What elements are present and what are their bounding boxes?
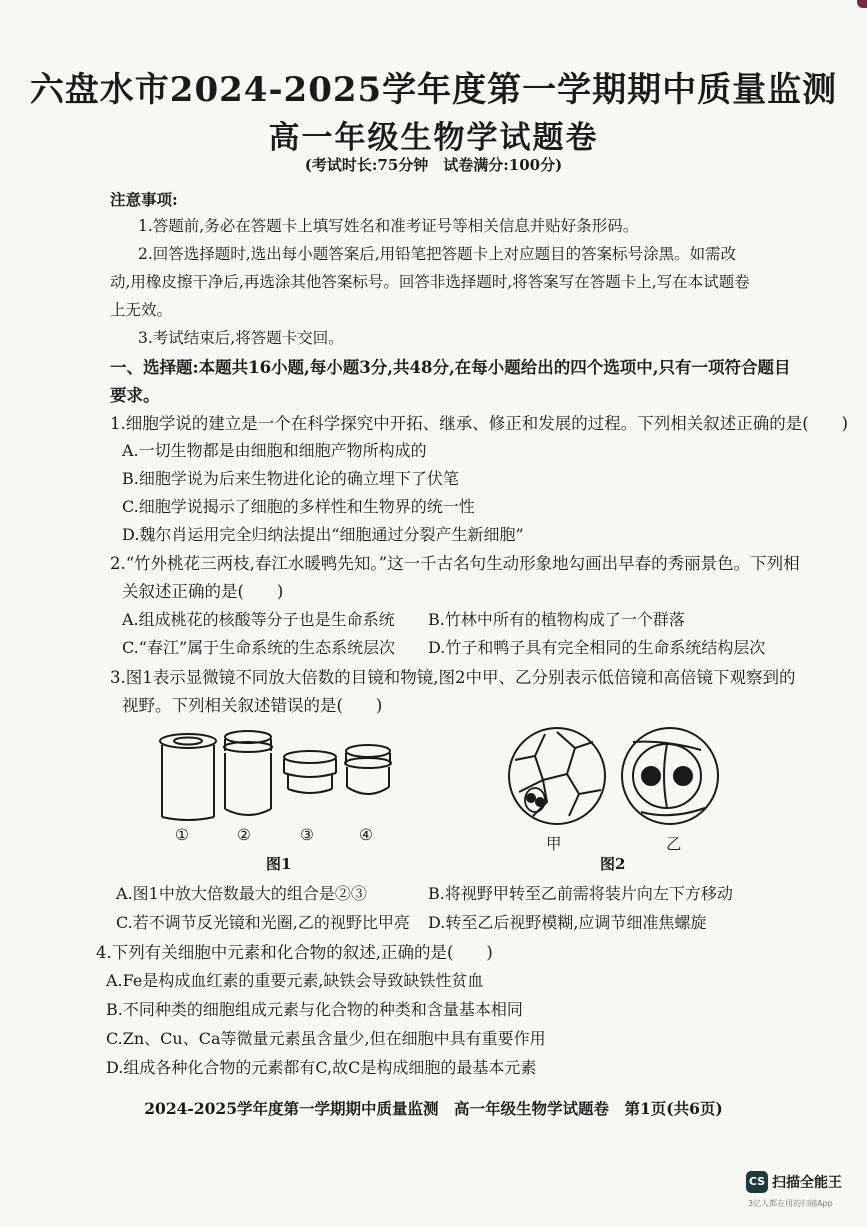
q3-stem-line-1: 3.图1表示显微镜不同放大倍数的目镜和物镜,图2中甲、乙分别表示低倍镜和高倍镜下观察到的 — [110, 668, 796, 687]
lens-label-2: ② — [237, 826, 251, 844]
lens-label-4: ④ — [359, 826, 373, 844]
q3-stem-line-2: 视野。下列相关叙述错误的是( ) — [122, 696, 383, 715]
note-item-2-line-3: 上无效。 — [110, 301, 173, 319]
q4-option-b: B.不同种类的细胞组成元素与化合物的种类和含量基本相同 — [106, 1000, 523, 1019]
q1-option-b: B.细胞学说为后来生物进化论的确立埋下了伏笔 — [122, 469, 459, 488]
view-high-power — [622, 728, 718, 824]
exam-subject-title: 高一年级生物学试题卷 — [268, 120, 599, 156]
view-label-yi: 乙 — [666, 835, 682, 853]
lens-3 — [284, 751, 336, 793]
lens-label-1: ① — [175, 826, 189, 844]
q3-option-c: C.若不调节反光镜和光圈,乙的视野比甲亮 — [116, 913, 410, 932]
lens-2 — [224, 731, 272, 815]
q4-stem: 4.下列有关细胞中元素和化合物的叙述,正确的是( ) — [96, 943, 493, 962]
note-item-3: 3.考试结束后,将答题卡交回。 — [138, 329, 344, 347]
lens-1 — [160, 734, 216, 820]
q3-option-b: B.将视野甲转至乙前需将装片向左下方移动 — [428, 884, 733, 903]
q2-option-c: C.“春江”属于生命系统的生态系统层次 — [122, 638, 396, 657]
q4-option-d: D.组成各种化合物的元素都有C,故C是构成细胞的最基本元素 — [106, 1058, 537, 1077]
q2-stem-line-1: 2.“竹外桃花三两枝,春江水暖鸭先知。”这一千古名句生动形象地勾画出早春的秀丽景色。下列相 — [110, 554, 800, 573]
view-low-power — [509, 728, 605, 824]
lens-4 — [345, 745, 391, 794]
corner-mark — [857, 0, 867, 8]
camscanner-name: 扫描全能王 — [772, 1175, 842, 1191]
q2-option-b: B.竹林中所有的植物构成了一个群落 — [428, 610, 685, 629]
page-footer: 2024-2025学年度第一学期期中质量监测 高一年级生物学试题卷 第1页(共6页) — [144, 1099, 723, 1118]
q2-option-a: A.组成桃花的核酸等分子也是生命系统 — [122, 610, 395, 629]
q4-option-c: C.Zn、Cu、Ca等微量元素虽含量少,但在细胞中具有重要作用 — [106, 1029, 546, 1048]
lens-label-3: ③ — [300, 826, 314, 844]
q1-option-c: C.细胞学说揭示了细胞的多样性和生物界的统一性 — [122, 497, 475, 516]
q1-option-d: D.魏尔肖运用完全归纳法提出“细胞通过分裂产生新细胞” — [122, 525, 524, 544]
section1-heading: 一、选择题:本题共16小题,每小题3分,共48分,在每小题给出的四个选项中,只有一项符合题目 — [110, 358, 791, 377]
q2-stem-line-2: 关叙述正确的是( ) — [122, 582, 284, 601]
q2-option-d: D.竹子和鸭子具有完全相同的生命系统结构层次 — [428, 638, 766, 657]
exam-title: 六盘水市2024-2025学年度第一学期期中质量监测 — [29, 70, 838, 110]
view-label-jia: 甲 — [546, 835, 562, 853]
note-item-2-line-2: 动,用橡皮擦干净后,再选涂其他答案标号。回答非选择题时,将答案写在答题卡上,写在本试题卷 — [110, 273, 750, 291]
section1-heading-cont: 要求。 — [110, 386, 160, 405]
q1-stem: 1.细胞学说的建立是一个在科学探究中开拓、继承、修正和发展的过程。下列相关叙述正确的是( ) — [110, 414, 849, 433]
q3-option-d: D.转至乙后视野模糊,应调节细准焦螺旋 — [428, 913, 707, 932]
exam-info: (考试时长:75分钟 试卷满分:100分) — [304, 156, 563, 174]
figure1-caption: 图1 — [266, 855, 292, 873]
figure1-lenses — [150, 725, 400, 825]
q4-option-a: A.Fe是构成血红素的重要元素,缺铁会导致缺铁性贫血 — [106, 971, 484, 990]
q3-option-a: A.图1中放大倍数最大的组合是②③ — [116, 884, 367, 903]
figure2-views — [505, 720, 725, 832]
note-item-2-line-1: 2.回答选择题时,选出每小题答案后,用铅笔把答题卡上对应题目的答案标号涂黑。如需改 — [138, 245, 737, 263]
camscanner-tagline: 3亿人都在用的扫描App — [748, 1199, 833, 1208]
q1-option-a: A.一切生物都是由细胞和细胞产物所构成的 — [122, 441, 427, 460]
camscanner-logo-icon: CS — [746, 1171, 768, 1193]
notes-heading: 注意事项: — [110, 190, 178, 209]
figure2-caption: 图2 — [600, 855, 626, 873]
note-item-1: 1.答题前,务必在答题卡上填写姓名和准考证号等相关信息并贴好条形码。 — [138, 217, 639, 235]
